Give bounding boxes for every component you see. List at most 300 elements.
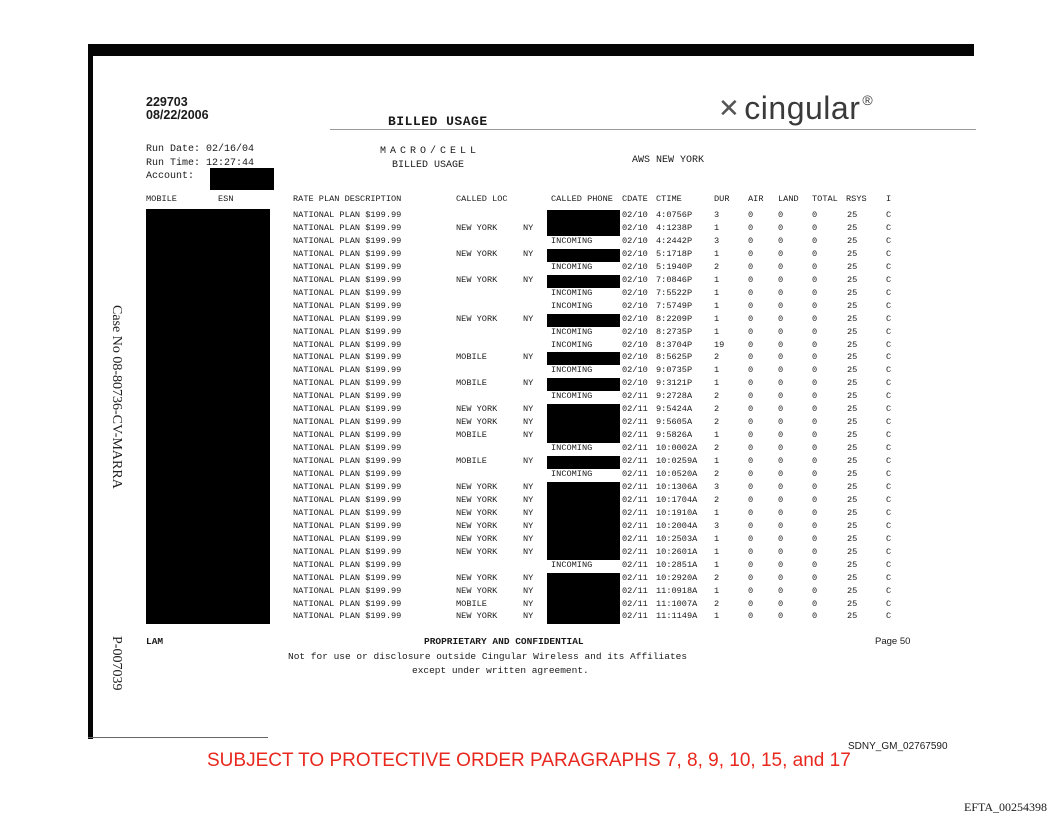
cell-cdate: 02/10: [622, 339, 648, 350]
cell-called-phone: INCOMING: [551, 261, 593, 272]
cell-rsys: 25: [847, 559, 858, 570]
called-phone-redaction: [547, 249, 620, 262]
cell-air: 0: [748, 287, 754, 298]
cell-plan: NATIONAL PLAN $199.99: [293, 248, 402, 259]
col-rsys: RSYS: [846, 194, 867, 204]
cell-air: 0: [748, 313, 754, 324]
cell-rsys: 25: [847, 300, 858, 311]
table-row: [0, 275, 1060, 288]
cell-total: 0: [812, 313, 818, 324]
cell-called-phone: INCOMING: [551, 287, 593, 298]
cell-called-phone: INCOMING: [551, 326, 593, 337]
cell-ctime: 10:0002A: [656, 443, 698, 454]
cell-plan: NATIONAL PLAN $199.99: [293, 222, 402, 233]
cell-called-state: NY: [523, 494, 534, 505]
col-called-loc: CALLED LOC: [456, 194, 508, 204]
cell-dur: 2: [714, 598, 720, 609]
cell-rsys: 25: [847, 611, 858, 622]
cell-plan: NATIONAL PLAN $199.99: [293, 300, 402, 311]
cell-called-loc: NEW YORK: [456, 611, 498, 622]
footer-proprietary: PROPRIETARY AND CONFIDENTIAL: [424, 636, 584, 647]
cell-plan: NATIONAL PLAN $199.99: [293, 339, 402, 350]
cell-land: 0: [778, 559, 784, 570]
cell-called-loc: MOBILE: [456, 598, 487, 609]
cell-rsys: 25: [847, 274, 858, 285]
scan-border-top: [88, 44, 974, 56]
cell-cdate: 02/11: [622, 417, 648, 428]
cell-air: 0: [748, 210, 754, 220]
table-row: [0, 301, 1060, 314]
cell-called-loc: NEW YORK: [456, 520, 498, 531]
cell-rsys: 25: [847, 533, 858, 544]
cell-dur: 2: [714, 391, 720, 402]
cell-called-state: NY: [523, 520, 534, 531]
cell-ctime: 7:5522P: [656, 287, 693, 298]
col-air: AIR: [748, 194, 764, 204]
cell-total: 0: [812, 481, 818, 492]
col-mobile: MOBILE: [146, 194, 177, 204]
cell-called-loc: NEW YORK: [456, 248, 498, 259]
cell-ctime: 10:2920A: [656, 572, 698, 583]
cell-total: 0: [812, 456, 818, 467]
cell-plan: NATIONAL PLAN $199.99: [293, 391, 402, 402]
protective-order-notice: SUBJECT TO PROTECTIVE ORDER PARAGRAPHS 7, 8, 9, 10, 15, and 17: [207, 750, 851, 771]
cell-land: 0: [778, 300, 784, 311]
document-date: 08/22/2006: [146, 108, 209, 122]
cell-called-loc: NEW YORK: [456, 585, 498, 596]
table-row: [0, 340, 1060, 353]
cell-cdate: 02/10: [622, 352, 648, 363]
cell-total: 0: [812, 339, 818, 350]
cell-plan: NATIONAL PLAN $199.99: [293, 559, 402, 570]
table-row: [0, 249, 1060, 262]
cell-ctime: 11:1007A: [656, 598, 698, 609]
cell-cdate: 02/11: [622, 520, 648, 531]
called-phone-redaction: [547, 599, 620, 612]
cell-air: 0: [748, 261, 754, 272]
cell-dur: 3: [714, 210, 720, 220]
cell-indicator: C: [886, 339, 892, 350]
called-phone-redaction: [547, 482, 620, 495]
cell-total: 0: [812, 391, 818, 402]
cell-plan: NATIONAL PLAN $199.99: [293, 378, 402, 389]
cell-called-phone: INCOMING: [551, 235, 593, 246]
cell-cdate: 02/10: [622, 248, 648, 259]
cell-called-state: NY: [523, 546, 534, 557]
cell-called-loc: NEW YORK: [456, 481, 498, 492]
cell-air: 0: [748, 417, 754, 428]
cell-plan: NATIONAL PLAN $199.99: [293, 481, 402, 492]
cell-air: 0: [748, 546, 754, 557]
cell-called-state: NY: [523, 430, 534, 441]
cell-air: 0: [748, 222, 754, 233]
cell-rsys: 25: [847, 248, 858, 259]
cell-called-loc: NEW YORK: [456, 572, 498, 583]
cell-plan: NATIONAL PLAN $199.99: [293, 365, 402, 376]
cell-plan: NATIONAL PLAN $199.99: [293, 533, 402, 544]
called-phone-redaction: [547, 521, 620, 534]
cell-rsys: 25: [847, 507, 858, 518]
cell-indicator: C: [886, 585, 892, 596]
cell-cdate: 02/11: [622, 585, 648, 596]
cell-ctime: 9:5605A: [656, 417, 693, 428]
cell-total: 0: [812, 507, 818, 518]
cell-dur: 1: [714, 533, 720, 544]
col-rate-plan: RATE PLAN DESCRIPTION: [293, 194, 402, 204]
account-label: Account:: [146, 171, 195, 182]
col-dur: DUR: [714, 194, 730, 204]
cell-total: 0: [812, 261, 818, 272]
cell-rsys: 25: [847, 572, 858, 583]
cell-air: 0: [748, 404, 754, 415]
cell-called-loc: MOBILE: [456, 352, 487, 363]
cell-plan: NATIONAL PLAN $199.99: [293, 469, 402, 479]
cell-dur: 2: [714, 404, 720, 415]
cell-land: 0: [778, 494, 784, 505]
table-row: [0, 210, 1060, 223]
table-row: [0, 586, 1060, 599]
run-time: 12:27:44: [206, 157, 255, 169]
cell-total: 0: [812, 559, 818, 570]
cell-indicator: C: [886, 481, 892, 492]
cell-rsys: 25: [847, 287, 858, 298]
cell-cdate: 02/11: [622, 494, 648, 505]
cell-called-phone: INCOMING: [551, 559, 593, 570]
cell-ctime: 8:2209P: [656, 313, 693, 324]
cell-cdate: 02/11: [622, 507, 648, 518]
cell-land: 0: [778, 352, 784, 363]
cell-ctime: 4:0756P: [656, 210, 693, 220]
table-row: [0, 469, 1060, 482]
cell-indicator: C: [886, 248, 892, 259]
called-phone-redaction: [547, 223, 620, 236]
table-row: [0, 378, 1060, 391]
cell-rsys: 25: [847, 222, 858, 233]
cell-cdate: 02/10: [622, 235, 648, 246]
cell-ctime: 8:3704P: [656, 339, 693, 350]
cell-cdate: 02/11: [622, 481, 648, 492]
run-time-label: Run Time:: [146, 157, 201, 169]
called-phone-redaction: [547, 378, 620, 391]
cell-plan: NATIONAL PLAN $199.99: [293, 611, 402, 622]
table-row: [0, 573, 1060, 586]
cell-called-state: NY: [523, 404, 534, 415]
cell-dur: 1: [714, 507, 720, 518]
cell-plan: NATIONAL PLAN $199.99: [293, 572, 402, 583]
cell-ctime: 10:2503A: [656, 533, 698, 544]
cell-land: 0: [778, 585, 784, 596]
cell-land: 0: [778, 404, 784, 415]
table-row: [0, 262, 1060, 275]
table-row: [0, 521, 1060, 534]
logo-text: cingular: [744, 90, 861, 126]
cell-ctime: 10:0520A: [656, 469, 698, 479]
cell-indicator: C: [886, 365, 892, 376]
cell-called-loc: MOBILE: [456, 456, 487, 467]
cell-called-loc: NEW YORK: [456, 313, 498, 324]
account-redaction: [210, 168, 274, 190]
column-headers: [0, 194, 1060, 207]
cell-cdate: 02/10: [622, 210, 648, 220]
cell-air: 0: [748, 507, 754, 518]
cell-dur: 3: [714, 481, 720, 492]
cell-dur: 1: [714, 287, 720, 298]
cell-land: 0: [778, 598, 784, 609]
cell-ctime: 10:2851A: [656, 559, 698, 570]
table-row: [0, 508, 1060, 521]
header-rule: [330, 129, 976, 130]
cell-air: 0: [748, 248, 754, 259]
called-phone-redaction: [547, 404, 620, 417]
col-esn: ESN: [218, 194, 234, 204]
bates-number: SDNY_GM_02767590: [848, 741, 948, 752]
cell-rsys: 25: [847, 235, 858, 246]
cell-plan: NATIONAL PLAN $199.99: [293, 274, 402, 285]
cell-plan: NATIONAL PLAN $199.99: [293, 520, 402, 531]
table-row: [0, 443, 1060, 456]
cell-land: 0: [778, 572, 784, 583]
cell-land: 0: [778, 456, 784, 467]
cell-rsys: 25: [847, 404, 858, 415]
cell-rsys: 25: [847, 443, 858, 454]
table-row: [0, 314, 1060, 327]
cell-air: 0: [748, 352, 754, 363]
cell-called-phone: INCOMING: [551, 391, 593, 402]
document-id-block: [146, 96, 209, 122]
cell-dur: 2: [714, 572, 720, 583]
cell-ctime: 8:5625P: [656, 352, 693, 363]
col-called-phone: CALLED PHONE: [551, 194, 613, 204]
cell-called-loc: NEW YORK: [456, 533, 498, 544]
cell-indicator: C: [886, 378, 892, 389]
footer-disclosure: Not for use or disclosure outside Cingular Wireless and its Affiliates: [288, 651, 688, 662]
run-date-line: [146, 143, 254, 157]
cell-indicator: C: [886, 533, 892, 544]
cell-indicator: C: [886, 546, 892, 557]
cell-air: 0: [748, 391, 754, 402]
cell-cdate: 02/10: [622, 261, 648, 272]
cell-called-phone: INCOMING: [551, 339, 593, 350]
registered-mark: ®: [862, 92, 874, 108]
cell-dur: 1: [714, 365, 720, 376]
cell-rsys: 25: [847, 313, 858, 324]
cell-called-state: NY: [523, 585, 534, 596]
cell-ctime: 10:1910A: [656, 507, 698, 518]
cell-dur: 2: [714, 261, 720, 272]
run-date: 02/16/04: [206, 144, 255, 155]
cell-dur: 1: [714, 611, 720, 622]
cell-rsys: 25: [847, 430, 858, 441]
cell-ctime: 4:1238P: [656, 222, 693, 233]
cell-ctime: 9:2728A: [656, 391, 693, 402]
cell-called-loc: NEW YORK: [456, 494, 498, 505]
document-id: 229703: [146, 95, 188, 109]
cell-total: 0: [812, 417, 818, 428]
cell-total: 0: [812, 494, 818, 505]
cell-plan: NATIONAL PLAN $199.99: [293, 546, 402, 557]
cell-dur: 1: [714, 326, 720, 337]
cell-air: 0: [748, 378, 754, 389]
cell-rsys: 25: [847, 261, 858, 272]
cell-ctime: 4:2442P: [656, 235, 693, 246]
cell-dur: 1: [714, 559, 720, 570]
cell-plan: NATIONAL PLAN $199.99: [293, 313, 402, 324]
cell-cdate: 02/10: [622, 378, 648, 389]
cell-air: 0: [748, 481, 754, 492]
cell-dur: 1: [714, 585, 720, 596]
cell-total: 0: [812, 287, 818, 298]
cell-rsys: 25: [847, 210, 858, 220]
cell-rsys: 25: [847, 585, 858, 596]
called-phone-redaction: [547, 508, 620, 521]
cell-ctime: 7:0846P: [656, 274, 693, 285]
cell-called-state: NY: [523, 352, 534, 363]
col-total: TOTAL: [812, 194, 838, 204]
cell-indicator: C: [886, 222, 892, 233]
cell-ctime: 9:3121P: [656, 378, 693, 389]
table-row: [0, 352, 1060, 365]
cell-land: 0: [778, 611, 784, 622]
cell-indicator: C: [886, 352, 892, 363]
cell-air: 0: [748, 456, 754, 467]
cell-land: 0: [778, 378, 784, 389]
cell-rsys: 25: [847, 546, 858, 557]
exhibit-number: P-007039: [109, 636, 124, 691]
cell-cdate: 02/10: [622, 313, 648, 324]
table-row: [0, 611, 1060, 624]
cell-total: 0: [812, 352, 818, 363]
cell-called-state: NY: [523, 481, 534, 492]
cell-dur: 1: [714, 378, 720, 389]
cell-plan: NATIONAL PLAN $199.99: [293, 585, 402, 596]
cell-dur: 1: [714, 274, 720, 285]
table-row: [0, 534, 1060, 547]
cell-rsys: 25: [847, 352, 858, 363]
table-row: [0, 223, 1060, 236]
cell-called-state: NY: [523, 248, 534, 259]
cell-indicator: C: [886, 443, 892, 454]
cell-called-state: NY: [523, 598, 534, 609]
cell-called-loc: NEW YORK: [456, 417, 498, 428]
table-row: [0, 560, 1060, 573]
cell-called-state: NY: [523, 507, 534, 518]
cell-cdate: 02/11: [622, 559, 648, 570]
called-phone-redaction: [547, 456, 620, 469]
cell-plan: NATIONAL PLAN $199.99: [293, 261, 402, 272]
cell-air: 0: [748, 469, 754, 479]
called-phone-redaction: [547, 314, 620, 327]
cell-total: 0: [812, 430, 818, 441]
cell-land: 0: [778, 210, 784, 220]
page-title: BILLED USAGE: [388, 114, 488, 129]
cell-ctime: 9:0735P: [656, 365, 693, 376]
cell-called-phone: INCOMING: [551, 300, 593, 311]
table-row: [0, 288, 1060, 301]
cell-plan: NATIONAL PLAN $199.99: [293, 494, 402, 505]
cell-indicator: C: [886, 469, 892, 479]
cell-land: 0: [778, 520, 784, 531]
cell-land: 0: [778, 533, 784, 544]
cell-rsys: 25: [847, 326, 858, 337]
cell-cdate: 02/10: [622, 326, 648, 337]
table-row: [0, 236, 1060, 249]
cell-called-loc: NEW YORK: [456, 546, 498, 557]
table-row: [0, 482, 1060, 495]
cell-rsys: 25: [847, 494, 858, 505]
cell-plan: NATIONAL PLAN $199.99: [293, 326, 402, 337]
cell-called-state: NY: [523, 274, 534, 285]
cell-total: 0: [812, 235, 818, 246]
called-phone-redaction: [547, 586, 620, 599]
cell-ctime: 11:1149A: [656, 611, 698, 622]
cingular-logo: [718, 90, 873, 127]
cell-plan: NATIONAL PLAN $199.99: [293, 417, 402, 428]
col-land: LAND: [778, 194, 799, 204]
cell-total: 0: [812, 611, 818, 622]
cell-dur: 3: [714, 520, 720, 531]
cell-air: 0: [748, 572, 754, 583]
case-number: Case No 08-80736-CV-MARRA: [109, 305, 124, 489]
table-row: [0, 599, 1060, 612]
cell-plan: NATIONAL PLAN $199.99: [293, 210, 402, 220]
cell-plan: NATIONAL PLAN $199.99: [293, 404, 402, 415]
table-row: [0, 430, 1060, 443]
called-phone-redaction: [547, 275, 620, 288]
col-i: I: [886, 194, 892, 204]
cell-land: 0: [778, 326, 784, 337]
cell-indicator: C: [886, 287, 892, 298]
cell-total: 0: [812, 443, 818, 454]
cell-cdate: 02/11: [622, 430, 648, 441]
cell-dur: 1: [714, 222, 720, 233]
cell-air: 0: [748, 274, 754, 285]
cell-total: 0: [812, 546, 818, 557]
efta-number: EFTA_00254398: [964, 800, 1048, 814]
cell-called-state: NY: [523, 572, 534, 583]
cell-indicator: C: [886, 313, 892, 324]
cell-indicator: C: [886, 611, 892, 622]
cingular-x-icon: ✕: [718, 93, 741, 123]
cell-ctime: 9:5826A: [656, 430, 693, 441]
cell-ctime: 8:2735P: [656, 326, 693, 337]
table-row: [0, 404, 1060, 417]
cell-indicator: C: [886, 274, 892, 285]
cell-total: 0: [812, 326, 818, 337]
cell-dur: 1: [714, 546, 720, 557]
cell-dur: 2: [714, 417, 720, 428]
cell-land: 0: [778, 417, 784, 428]
cell-air: 0: [748, 559, 754, 570]
cell-called-phone: INCOMING: [551, 365, 593, 376]
cell-cdate: 02/10: [622, 365, 648, 376]
table-row: [0, 495, 1060, 508]
cell-air: 0: [748, 494, 754, 505]
cell-called-loc: NEW YORK: [456, 222, 498, 233]
cell-rsys: 25: [847, 481, 858, 492]
cell-cdate: 02/11: [622, 404, 648, 415]
cell-indicator: C: [886, 300, 892, 311]
cell-dur: 1: [714, 300, 720, 311]
cell-ctime: 10:0259A: [656, 456, 698, 467]
cell-rsys: 25: [847, 520, 858, 531]
cell-cdate: 02/11: [622, 572, 648, 583]
cell-ctime: 5:1940P: [656, 261, 693, 272]
cell-indicator: C: [886, 261, 892, 272]
cell-called-loc: MOBILE: [456, 430, 487, 441]
cell-plan: NATIONAL PLAN $199.99: [293, 443, 402, 454]
cell-indicator: C: [886, 391, 892, 402]
cell-cdate: 02/11: [622, 598, 648, 609]
